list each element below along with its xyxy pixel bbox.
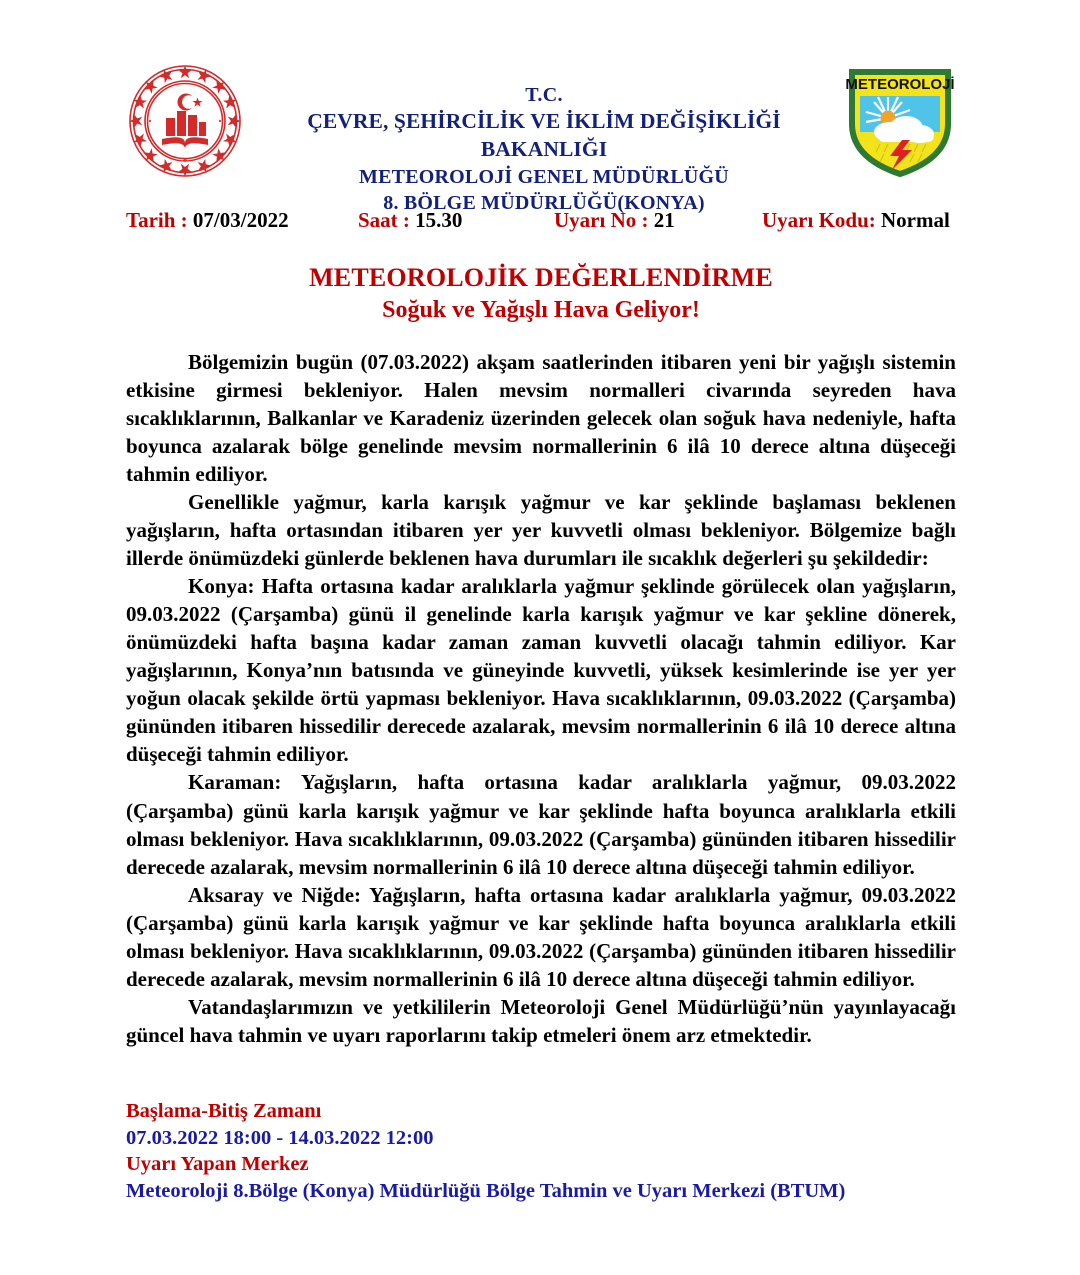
header-line-ministry: ÇEVRE, ŞEHİRCİLİK VE İKLİM DEĞİŞİKLİĞİ BAKANLIĞI: [307, 109, 781, 161]
document-header: [126, 62, 956, 214]
footer-time-range-label: Başlama-Bitiş Zamanı: [126, 1100, 322, 1122]
page-subtitle: Soğuk ve Yağışlı Hava Geliyor!: [382, 296, 700, 323]
meteoroloji-logo-text: METEOROLOJİ: [845, 76, 955, 93]
info-date-value: 07/03/2022: [192, 208, 289, 232]
footer-center-value: Meteoroloji 8.Bölge (Konya) Müdürlüğü Bölge Tahmin ve Uyarı Merkezi (BTUM): [126, 1179, 846, 1202]
footer-center-label: Uyarı Yapan Merkez: [126, 1153, 309, 1176]
header-line-region: 8. BÖLGE MÜDÜRLÜĞÜ(KONYA): [383, 191, 705, 214]
header-line-tc: T.C.: [525, 84, 563, 106]
paragraph-konya: Konya: Hafta ortasına kadar aralıklarla yağmur şeklinde görülecek olan yağışların, 09.03.2022 (Çarşamba) günü il genelinde karla karışık yağmur ve kar şekline dönerek, önümüzdeki hafta başına kadar zaman zaman kuvvetli olacağı tahmin ediliyor. Kar yağışlarının, Konya’nın batısında ve güneyinde kuvvetli, yüksek kesimlerinde ise yer yer yoğun olacak şekilde örtü yapması bekleniyor. Hava sıcaklıklarının, 09.03.2022 (Çarşamba) gününden itibaren hissedilir derecede azalarak, mevsim normallerinin 6 ilâ 10 derece altına düşeceği tahmin ediliyor.: [126, 574, 956, 767]
info-warning-code-label: Uyarı Kodu:: [762, 208, 882, 232]
document-footer: [126, 1098, 956, 1205]
warning-info-line: [126, 208, 956, 233]
info-warning-code: [762, 208, 950, 233]
header-line-directorate: METEOROLOJİ GENEL MÜDÜRLÜĞÜ: [359, 165, 729, 188]
meteoroloji-shield-icon: [844, 66, 956, 178]
ministry-emblem-icon: [126, 62, 244, 180]
info-time: [358, 208, 554, 233]
header-title-block: [244, 62, 844, 216]
info-warning-no-label: Uyarı No :: [554, 208, 654, 232]
document-title-block: [126, 263, 956, 325]
paragraph-advisory: Vatandaşlarımızın ve yetkililerin Meteoroloji Genel Müdürlüğü’nün yayınlayacağı güncel hava tahmin ve uyarı raporlarını takip etmeleri önem arz etmektedir.: [126, 994, 956, 1047]
page-title: METEOROLOJİK DEĞERLENDİRME: [309, 263, 773, 292]
info-time-value: 15.30: [415, 208, 463, 232]
paragraph-general: Genellikle yağmur, karla karışık yağmur ve kar şeklinde başlaması beklenen yağışların, hafta ortasından itibaren yer yer kuvvetli olması bekleniyor. Bölgemize bağlı illerde önümüzdeki günlerde beklenen hava durumları ile sıcaklık değerleri şu şekildedir:: [126, 490, 956, 571]
info-warning-no-value: 21: [653, 208, 675, 232]
footer-time-range-value: 07.03.2022 18:00 - 14.03.2022 12:00: [126, 1126, 434, 1149]
info-date: [126, 208, 358, 233]
info-date-label: Tarih :: [126, 208, 193, 232]
paragraph-karaman: Karaman: Yağışların, hafta ortasına kadar aralıklarla yağmur, 09.03.2022 (Çarşamba) günü karla karışık yağmur ve kar şeklinde hafta boyunca aralıklarla etkili olması bekleniyor. Hava sıcaklıklarının, 09.03.2022 (Çarşamba) gününden itibaren hissedilir derecede azalarak, mevsim normallerinin 6 ilâ 10 derece altına düşeceği tahmin ediliyor.: [126, 770, 956, 879]
paragraph-intro: Bölgemizin bugün (07.03.2022) akşam saatlerinden itibaren yeni bir yağışlı sistemin etkisine girmesi bekleniyor. Halen mevsim normalleri civarında seyreden hava sıcaklıklarının, Balkanlar ve Karadeniz üzerinden gelecek olan soğuk hava nedeniyle, hafta boyunca azalarak bölge genelinde mevsim normallerinin 6 ilâ 10 derece altına düşeceği tahmin ediliyor.: [126, 350, 956, 487]
info-time-label: Saat :: [358, 208, 416, 232]
info-warning-no: [554, 208, 762, 233]
info-warning-code-value: Normal: [881, 208, 950, 232]
document-body: [126, 348, 956, 1049]
paragraph-aksaray-nigde: Aksaray ve Niğde: Yağışların, hafta ortasına kadar aralıklarla yağmur, 09.03.2022 (Çarşamba) günü karla karışık yağmur ve kar şeklinde hafta boyunca aralıklarla etkili olması bekleniyor. Hava sıcaklıklarının, 09.03.2022 (Çarşamba) gününden itibaren hissedilir derecede azalarak, mevsim normallerinin 6 ilâ 10 derece altına düşeceği tahmin ediliyor.: [126, 882, 956, 991]
